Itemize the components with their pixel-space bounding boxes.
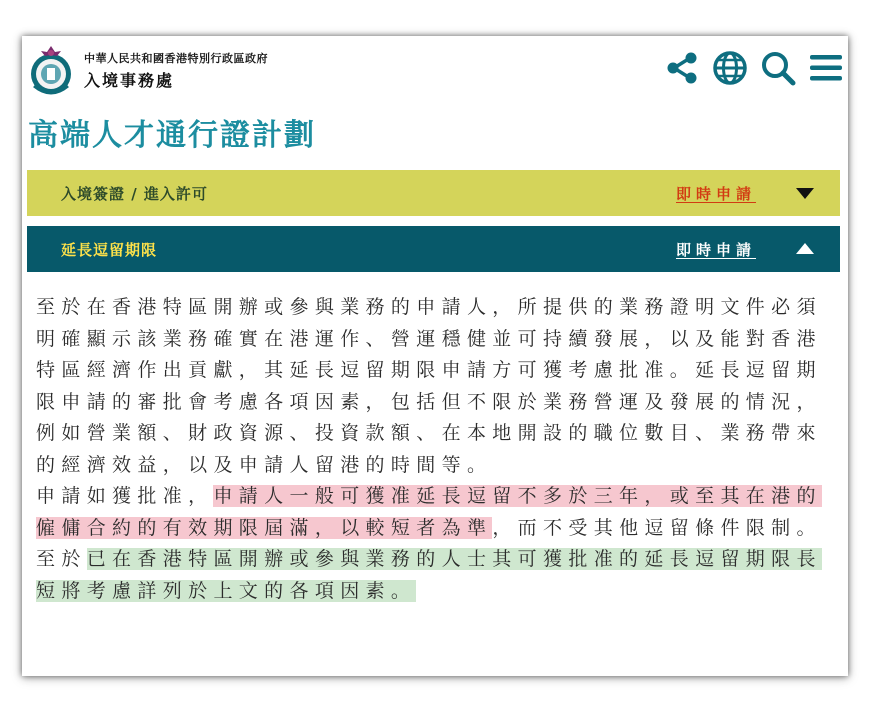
paragraph-business-proof: 至於在香港特區開辦或參與業務的申請人，所提供的業務證明文件必須明確顯示該業務確實在港運作、營運穩健並可持續發展，以及能對香港特區經濟作出貢獻，其延長逗留期限申請方可獲考慮批准。延長逗留期限申請的審批會考慮各項因素，包括但不限於業務營運及發展的情況，例如營業額、財政資源、投資款額、在本地開設的職位數目、業務帶來的經濟效益，以及申請人留港的時間等。 — [36, 296, 822, 476]
globe-icon[interactable] — [712, 50, 748, 86]
site-header — [22, 36, 848, 108]
text-segment: 申請如獲批准， — [36, 485, 214, 507]
apply-online-link[interactable]: 即時申請 — [676, 184, 757, 203]
chevron-down-icon[interactable] — [795, 185, 815, 201]
share-icon[interactable] — [664, 50, 700, 86]
accordion-panel-content — [36, 292, 826, 607]
paragraph-approval-terms — [36, 481, 826, 607]
highlighted-text-green: 已在香港特區開辦或參與業務的人士其可獲批准的延長逗留期限長短將考慮詳列於上文的各項因素。 — [36, 548, 822, 602]
accordion-label: 入境簽證 / 進入許可 — [61, 184, 208, 203]
text-segment: ，而不受其他逗留條件限制。至於 — [36, 516, 822, 570]
accordion-label: 延長逗留期限 — [61, 240, 158, 259]
hkid-emblem-icon[interactable] — [28, 42, 74, 98]
page-title: 高端人才通行證計劃 — [28, 118, 316, 153]
apply-online-link[interactable]: 即時申請 — [676, 240, 757, 259]
highlighted-text-red: 申請人一般可獲准延長逗留不多於三年，或至其在港的僱傭合約的有效期限屆滿，以較短者為準 — [36, 485, 822, 539]
government-name: 中華人民共和國香港特別行政區政府 — [84, 52, 268, 65]
accordion-visa-entry[interactable] — [27, 170, 840, 216]
page-card — [22, 36, 848, 676]
search-icon[interactable] — [760, 50, 796, 86]
header-toolbar — [664, 48, 844, 88]
department-name[interactable]: 入境事務處 — [84, 71, 175, 90]
menu-icon[interactable] — [808, 50, 844, 86]
chevron-up-icon[interactable] — [795, 241, 815, 257]
accordion-extension-of-stay[interactable] — [27, 226, 840, 272]
